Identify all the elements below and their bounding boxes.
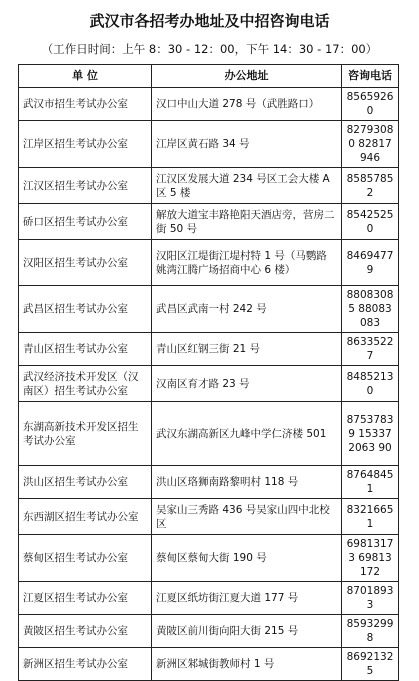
phone-cell: 82793080 82817946 (342, 121, 399, 168)
phone-cell: 87648451 (342, 466, 399, 499)
table-row (19, 204, 399, 240)
unit-cell: 江夏区招生考试办公室 (19, 582, 152, 615)
table-row (19, 648, 399, 681)
unit-cell: 汉阳区招生考试办公室 (19, 240, 152, 286)
address-cell: 江夏区纸坊街江夏大道 177 号 (152, 582, 342, 615)
table-row (19, 286, 399, 333)
header-row (19, 65, 399, 88)
table-row (19, 499, 399, 535)
unit-cell: 东湖高新技术开发区招生考试办公室 (19, 402, 152, 466)
phone-cell: 88083085 88083083 (342, 286, 399, 333)
unit-cell: 东西湖区招生考试办公室 (19, 499, 152, 535)
table-row (19, 582, 399, 615)
phone-cell: 85659260 (342, 88, 399, 121)
table-row (19, 240, 399, 286)
table-row (19, 88, 399, 121)
address-cell: 吴家山三秀路 436 号吴家山四中北校区 (152, 499, 342, 535)
working-hours: （工作日时间：上午 8：30 - 12：00，下午 14：30 - 17：00） (41, 42, 378, 56)
address-cell: 新洲区邾城街教师村 1 号 (152, 648, 342, 681)
phone-cell: 87018933 (342, 582, 399, 615)
address-cell: 武汉东湖高新区九峰中学仁济楼 501 (152, 402, 342, 466)
address-cell: 解放大道宝丰路艳阳天酒店旁，营房二街 50 号 (152, 204, 342, 240)
unit-cell: 武汉市招生考试办公室 (19, 88, 152, 121)
header-address: 办公地址 (152, 65, 342, 88)
page-title: 武汉市各招考办地址及中招咨询电话 (89, 12, 330, 30)
address-cell: 江汉区发展大道 234 号区工会大楼 A 区 5 楼 (152, 168, 342, 204)
unit-cell: 青山区招生考试办公室 (19, 333, 152, 366)
address-cell: 汉口中山大道 278 号（武胜路口） (152, 88, 342, 121)
address-cell: 黄陂区前川街向阳大街 215 号 (152, 615, 342, 648)
table-row (19, 615, 399, 648)
unit-cell: 硚口区招生考试办公室 (19, 204, 152, 240)
unit-cell: 江岸区招生考试办公室 (19, 121, 152, 168)
header-phone: 咨询电话 (342, 65, 399, 88)
table-row (19, 168, 399, 204)
table-row (19, 333, 399, 366)
table-row (19, 466, 399, 499)
unit-cell: 蔡甸区招生考试办公室 (19, 535, 152, 582)
unit-cell: 黄陂区招生考试办公室 (19, 615, 152, 648)
unit-cell: 洪山区招生考试办公室 (19, 466, 152, 499)
address-cell: 青山区红钢三街 21 号 (152, 333, 342, 366)
address-cell: 江岸区黄石路 34 号 (152, 121, 342, 168)
phone-cell: 85932998 (342, 615, 399, 648)
address-cell: 武昌区武南一村 242 号 (152, 286, 342, 333)
phone-cell: 85857852 (342, 168, 399, 204)
address-cell: 洪山区珞狮南路黎明村 118 号 (152, 466, 342, 499)
address-cell: 汉阳区江堤街江堤村特 1 号（马鹦路姚湾江腾广场招商中心 6 楼） (152, 240, 342, 286)
table-row (19, 121, 399, 168)
unit-cell: 武昌区招生考试办公室 (19, 286, 152, 333)
unit-cell: 新洲区招生考试办公室 (19, 648, 152, 681)
table-row (19, 402, 399, 466)
phone-cell: 85425250 (342, 204, 399, 240)
unit-cell: 江汉区招生考试办公室 (19, 168, 152, 204)
phone-cell: 86921325 (342, 648, 399, 681)
address-cell: 蔡甸区蔡甸大街 190 号 (152, 535, 342, 582)
table-row (19, 535, 399, 582)
phone-cell: 84694779 (342, 240, 399, 286)
phone-cell: 87537839 153372063 90 (342, 402, 399, 466)
phone-cell: 83216651 (342, 499, 399, 535)
phone-cell: 69813173 69813172 (342, 535, 399, 582)
header-unit: 单 位 (19, 65, 152, 88)
phone-cell: 84852130 (342, 366, 399, 402)
phone-cell: 86335227 (342, 333, 399, 366)
unit-cell: 武汉经济技术开发区（汉南区）招生考试办公室 (19, 366, 152, 402)
address-cell: 汉南区育才路 23 号 (152, 366, 342, 402)
table-row (19, 366, 399, 402)
office-table (18, 64, 399, 681)
